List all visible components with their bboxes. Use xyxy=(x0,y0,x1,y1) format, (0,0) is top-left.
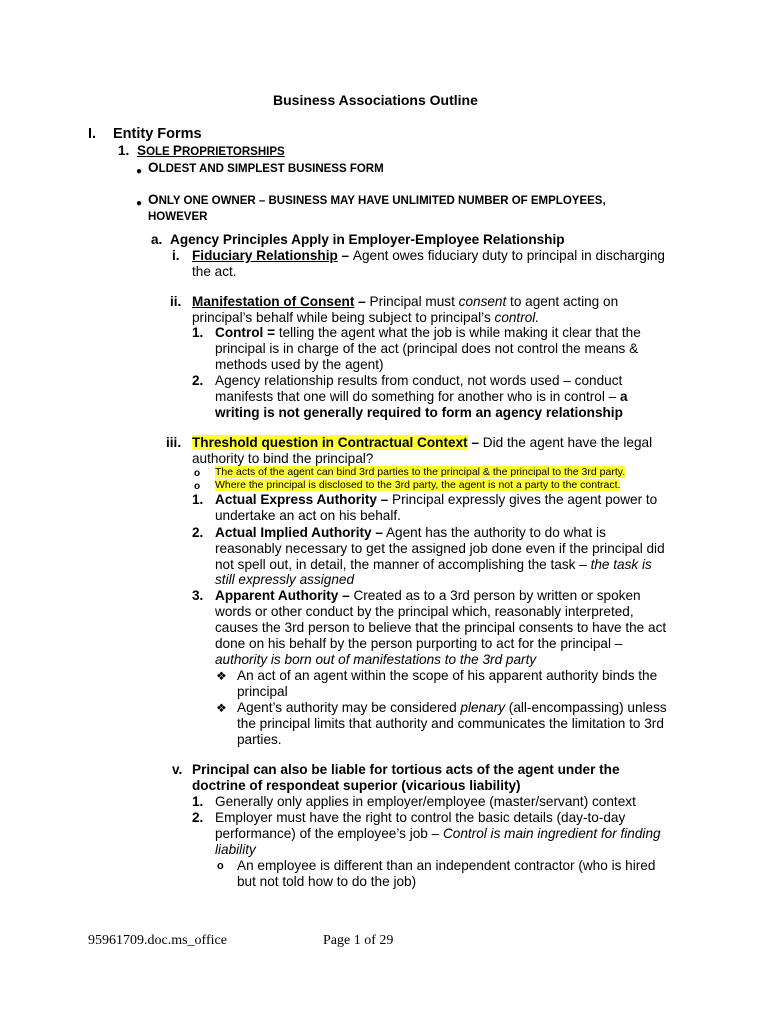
list-text-line: principal is in charge of the act (principal does not control the means & xyxy=(215,341,639,356)
heading-initial: P xyxy=(172,143,182,158)
page-title: Business Associations Outline xyxy=(273,92,478,108)
diamond-bullet-icon: ❖ xyxy=(216,669,227,683)
paragraph-line xyxy=(192,310,539,326)
emphasis: consent xyxy=(458,294,507,309)
text: Principal expressly gives the agent power to xyxy=(388,492,658,507)
paragraph xyxy=(192,294,618,310)
paragraph-heading-line: doctrine of respondeat superior (vicarious liability) xyxy=(192,778,521,793)
list-text-line xyxy=(215,389,628,405)
bullet-text-line: principal xyxy=(237,684,288,699)
footer-page-number: Page 1 of 29 xyxy=(323,933,394,948)
list-number: 1. xyxy=(192,492,204,507)
list-text-line: causes the 3rd person to believe that the principal consents to have the act xyxy=(215,620,667,635)
text: Agent has the authority to do what is xyxy=(382,525,606,540)
list-text: Generally only applies in employer/employee (master/servant) context xyxy=(215,794,636,809)
text: principal’s behalf while being subject to principal’s xyxy=(192,310,495,325)
text: Created as to a 3rd person by written or spoken xyxy=(349,588,641,603)
text: Agent owes fiduciary duty to principal in discharging xyxy=(352,248,665,263)
item-heading: Agency Principles Apply in Employer-Employee Relationship xyxy=(170,232,565,247)
sub-bullet-marker: o xyxy=(194,468,201,479)
bullet-text xyxy=(148,192,606,209)
emphasis: plenary xyxy=(460,700,506,715)
term: Apparent Authority – xyxy=(215,588,350,603)
text: Agent’s authority may be considered xyxy=(237,700,461,715)
sub-bullet-marker: o xyxy=(194,481,201,492)
roman-number: i. xyxy=(172,248,180,263)
heading-smallcaps: ROPRIETORSHIPS xyxy=(182,146,285,158)
text: performance) of the employee’s job – xyxy=(215,826,443,841)
bullet-text: An employee is different than an independent contractor (who is hired xyxy=(237,858,656,873)
footer-filename: 95961709.doc.ms_office xyxy=(88,933,227,948)
text-initial: O xyxy=(148,160,159,175)
text: manifests that one will do something for another who is in control – xyxy=(215,389,621,404)
list-number: 1. xyxy=(192,794,204,809)
text: telling the agent what the job is while making it clear that the xyxy=(275,325,641,340)
paragraph-heading: Principal can also be liable for tortious acts of the agent under the xyxy=(192,762,620,777)
text: (all-encompassing) unless xyxy=(505,700,667,715)
text-smallcaps: LDEST AND SIMPLEST BUSINESS FORM xyxy=(158,163,384,175)
text: Principal must xyxy=(369,294,459,309)
roman-number: v. xyxy=(172,762,183,777)
list-text-line: methods used by the agent) xyxy=(215,357,384,372)
bullet-text-line: but not told how to do the job) xyxy=(237,874,417,889)
term: Manifestation of Consent xyxy=(192,294,355,309)
emphasis: Control is main ingredient for finding xyxy=(442,826,661,841)
list-number: 1. xyxy=(192,325,204,340)
roman-number: ii. xyxy=(170,294,182,309)
list-number: 2. xyxy=(192,525,204,540)
term: Actual Express Authority – xyxy=(215,492,389,507)
bullet-text: An act of an agent within the scope of his apparent authority binds the xyxy=(237,668,658,683)
list-text-line: words or other conduct by the principal which, reasonably interpreted, xyxy=(215,604,634,619)
dash: – xyxy=(337,248,353,263)
list-number: 2. xyxy=(192,810,204,825)
list-text-line xyxy=(215,557,652,573)
dash: – xyxy=(467,435,483,450)
list-text xyxy=(215,525,606,541)
emphasis: control. xyxy=(494,310,540,325)
bullet-text-continued: HOWEVER xyxy=(148,211,208,223)
list-text xyxy=(215,492,657,508)
section-number: I. xyxy=(88,126,97,142)
diamond-bullet-icon: ❖ xyxy=(216,701,227,715)
text: Did the agent have the legal xyxy=(482,435,653,450)
section-heading: Entity Forms xyxy=(113,126,202,142)
list-text xyxy=(215,325,641,341)
paragraph xyxy=(192,248,665,264)
item-letter: a. xyxy=(151,232,163,247)
text: to agent acting on xyxy=(506,294,619,309)
list-text-line: undertake an act on his behalf. xyxy=(215,508,401,523)
bullet-dot: ● xyxy=(136,166,143,177)
bullet-text-line: parties. xyxy=(237,732,282,747)
subsection-number: 1. xyxy=(118,143,130,158)
list-text xyxy=(215,588,641,604)
list-text-line: writing is not generally required to form an agency relationship xyxy=(215,405,623,420)
text-smallcaps: NLY ONE OWNER – BUSINESS MAY HAVE UNLIMITED NUMBER OF EMPLOYEES, xyxy=(158,195,606,207)
text-initial: O xyxy=(148,192,159,207)
emphasis: a xyxy=(620,389,628,404)
list-text-line: authority is born out of manifestations to the 3rd party xyxy=(215,652,537,667)
highlighted-term: Threshold question in Contractual Context xyxy=(192,435,468,450)
term: Control = xyxy=(215,325,276,340)
list-text-line: reasonably necessary to get the assigned job done even if the principal did xyxy=(215,541,665,556)
highlighted-note: Where the principal is disclosed to the 3rd party, the agent is not a party to the contract. xyxy=(215,479,621,491)
highlighted-note: The acts of the agent can bind 3rd parties to the principal & the principal to the 3rd party. xyxy=(215,466,626,478)
term: Actual Implied Authority – xyxy=(215,525,383,540)
bullet-text xyxy=(237,700,667,716)
list-number: 3. xyxy=(192,588,204,603)
bullet-text xyxy=(148,160,384,177)
roman-number: iii. xyxy=(166,435,182,450)
list-text-line: done on his behalf by the person purporting to act for the principal – xyxy=(215,636,623,651)
list-text-line: Agency relationship results from conduct, not words used – conduct xyxy=(215,373,623,388)
paragraph-line: the act. xyxy=(192,264,237,279)
list-number: 2. xyxy=(192,373,204,388)
text: not spell out, in detail, the manner of accomplishing the task – xyxy=(215,557,591,572)
sub-bullet-marker: o xyxy=(217,860,224,872)
subsection-heading xyxy=(137,143,285,160)
paragraph xyxy=(192,435,652,451)
list-text-line: Employer must have the right to control the basic details (day-to-day xyxy=(215,810,626,825)
list-text-line xyxy=(215,826,661,842)
bullet-text-line: the principal limits that authority and communicates the limitation to 3rd xyxy=(237,716,664,731)
emphasis: the task is xyxy=(590,557,652,572)
heading-smallcaps: OLE xyxy=(146,146,173,158)
dash: – xyxy=(354,294,370,309)
list-text-line: liability xyxy=(215,842,256,857)
list-text-line: still expressly assigned xyxy=(215,572,355,587)
term: Fiduciary Relationship xyxy=(192,248,338,263)
bullet-dot: ● xyxy=(136,198,143,209)
heading-initial: S xyxy=(137,143,147,158)
paragraph-line: authority to bind the principal? xyxy=(192,451,374,466)
